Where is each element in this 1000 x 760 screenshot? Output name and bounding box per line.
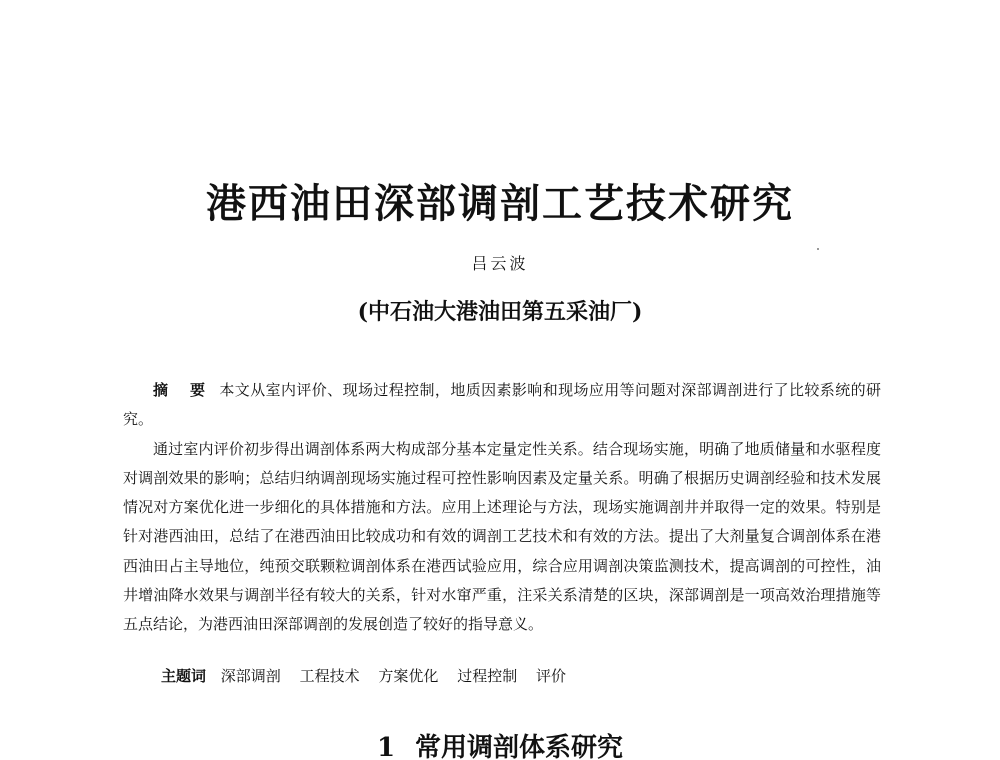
keywords-line: [161, 664, 580, 688]
section-number: 1: [376, 733, 396, 760]
keyword: 评价: [535, 667, 566, 685]
paper-title: 港西油田深部调剖工艺技术研究: [206, 180, 794, 227]
section-title: 常用调剖体系研究: [415, 733, 624, 760]
keywords-label: 主题词: [161, 667, 207, 685]
abstract-paragraph-2: 通过室内评价初步得出调剖体系两大构成部分基本定量定性关系。结合现场实施，明确了地质储量和水驱程度对调剖效果的影响；总结归纳调剖现场实施过程可控性影响因素及定量关系。明确了根据历史调剖经验和技术发展情况对方案优化进一步细化的具体措施和方法。应用上述理论与方法，现场实施调剖井并取得一定的效果。特别是针对港西油田，总结了在港西油田比较成功和有效的调剖工艺技术和有效的方法。提出了大剂量复合调剖体系在港西油田占主导地位，纯预交联颗粒调剖体系在港西试验应用，综合应用调剖决策监测技术，提高调剖的可控性，油井增油降水效果与调剖半径有较大的关系，针对水窜严重，注采关系清楚的区块，深部调剖是一项高效治理措施等五点结论，为港西油田深部调剖的发展创造了较好的指导意义。: [123, 439, 881, 634]
author-name: 吕云波: [471, 254, 529, 273]
scan-speck: [817, 248, 819, 250]
keyword: 方案优化: [378, 667, 439, 685]
keyword: 过程控制: [457, 667, 518, 685]
keyword: 深部调剖: [220, 667, 281, 685]
keyword: 工程技术: [299, 667, 360, 685]
section-heading: [0, 728, 1000, 760]
author-affiliation: (中石油大港油田第五采油厂): [357, 299, 643, 325]
abstract: [123, 376, 881, 640]
abstract-paragraph-1: [123, 376, 881, 435]
abstract-first-text: 本文从室内评价、现场过程控制，地质因素影响和现场应用等问题对深部调剖进行了比较系统的研究。: [123, 381, 881, 429]
abstract-label: 摘 要: [153, 381, 214, 399]
